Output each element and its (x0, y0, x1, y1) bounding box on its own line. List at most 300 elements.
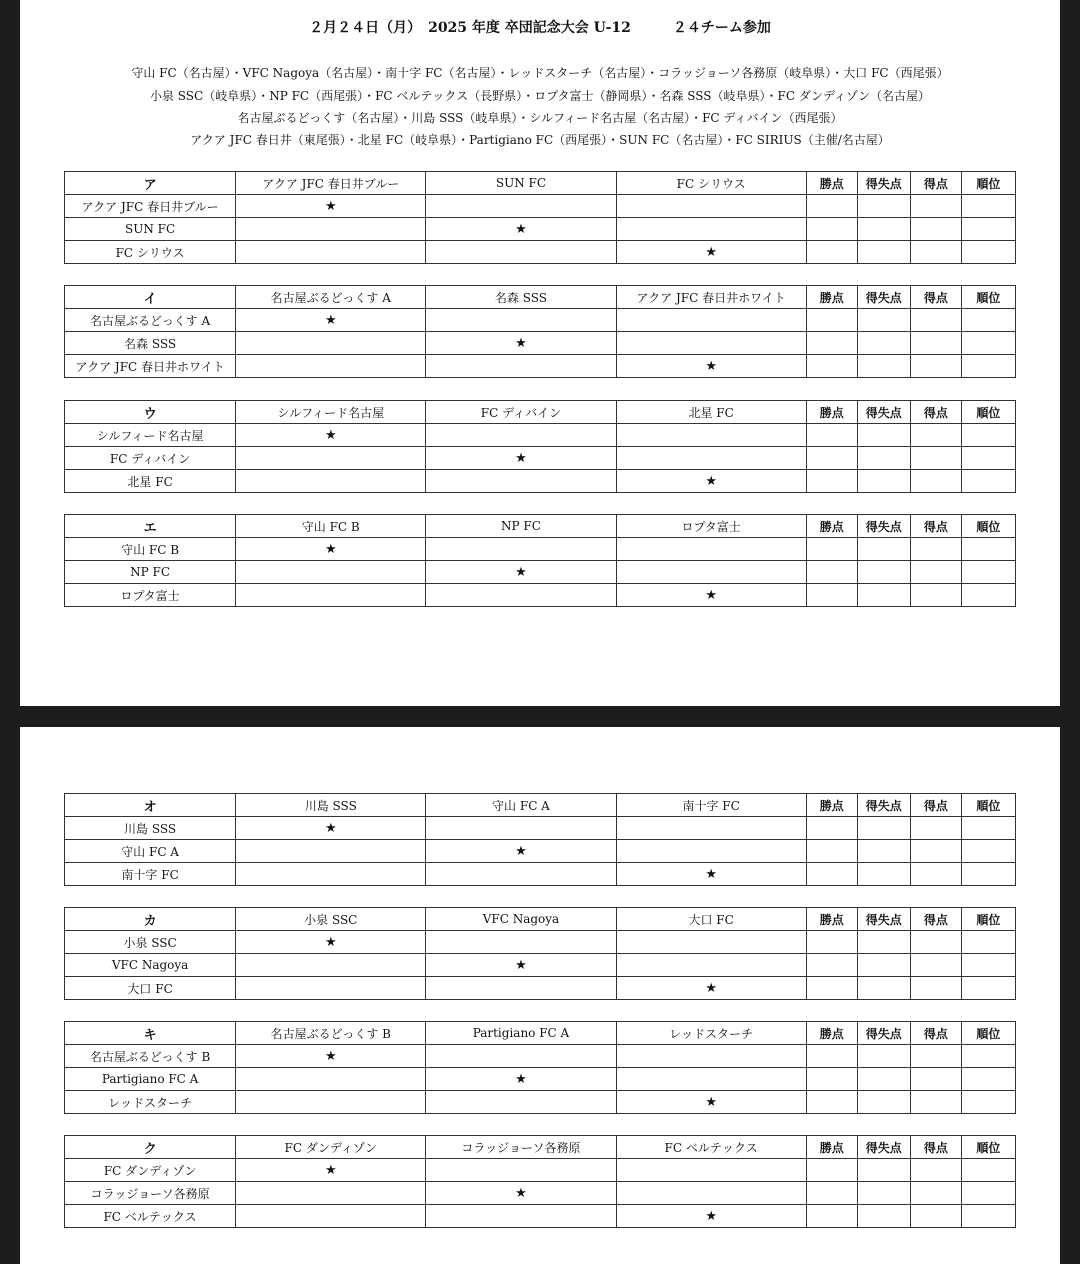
rank-header: 順位 (961, 515, 1015, 538)
match-result-cell (426, 241, 616, 264)
match-result-cell (616, 840, 806, 863)
self-match-cell (236, 1159, 426, 1182)
star-icon: ★ (705, 1208, 717, 1224)
goal-diff-header: 得失点 (857, 1136, 910, 1159)
match-result-cell (236, 561, 426, 584)
row-team-name: アクア JFC 春日井ホワイト (65, 355, 236, 378)
stat-cell (961, 840, 1015, 863)
stat-cell (961, 817, 1015, 840)
row-team-name: 小泉 SSC (65, 931, 236, 954)
self-match-cell (616, 470, 806, 493)
column-team-header: 小泉 SSC (236, 908, 426, 931)
table-row (65, 1182, 1016, 1205)
participants-line-2: 小泉 SSC（岐阜県）・NP FC（西尾張）・FC ベルテックス（長野県）・ロプタ富士（静岡県）・名森 SSS（岐阜県）・FC ダンディゾン（名古屋） (149, 89, 931, 103)
star-icon: ★ (324, 198, 337, 214)
stat-cell (857, 561, 910, 584)
match-result-cell (616, 195, 806, 218)
stat-cell (806, 840, 857, 863)
rank-header: 順位 (961, 794, 1015, 817)
stat-cell (961, 309, 1015, 332)
match-result-cell (426, 1205, 616, 1228)
stat-cell (910, 424, 961, 447)
star-icon: ★ (515, 221, 527, 237)
stat-cell (857, 817, 910, 840)
table-row (65, 931, 1016, 954)
column-team-header: FC ダンディゾン (236, 1136, 426, 1159)
points-header: 勝点 (806, 172, 857, 195)
self-match-cell (616, 355, 806, 378)
stat-cell (910, 1182, 961, 1205)
self-match-cell (616, 241, 806, 264)
stat-cell (961, 954, 1015, 977)
stat-cell (857, 424, 910, 447)
group-header-row (65, 401, 1016, 424)
column-team-header: 守山 FC B (236, 515, 426, 538)
match-result-cell (236, 355, 426, 378)
match-result-cell (236, 241, 426, 264)
column-team-header: 北星 FC (616, 401, 806, 424)
group-table (64, 907, 1016, 1000)
group-header-row (65, 286, 1016, 309)
self-match-cell (426, 1068, 616, 1091)
star-icon: ★ (324, 541, 337, 557)
match-result-cell (236, 332, 426, 355)
points-header: 勝点 (806, 286, 857, 309)
stat-cell (910, 931, 961, 954)
points-header: 勝点 (806, 908, 857, 931)
stat-cell (857, 863, 910, 886)
row-team-name: SUN FC (65, 218, 236, 241)
column-team-header: 名古屋ぶるどっくす A (236, 286, 426, 309)
stat-cell (961, 241, 1015, 264)
row-team-name: シルフィード名古屋 (65, 424, 236, 447)
self-match-cell (236, 309, 426, 332)
column-team-header: ロプタ富士 (616, 515, 806, 538)
stat-cell (806, 1159, 857, 1182)
column-team-header: コラッジョーソ各務原 (426, 1136, 616, 1159)
row-team-name: レッドスターチ (65, 1091, 236, 1114)
stat-cell (857, 1091, 910, 1114)
match-result-cell (616, 447, 806, 470)
self-match-cell (236, 538, 426, 561)
stat-cell (857, 977, 910, 1000)
column-team-header: FC シリウス (616, 172, 806, 195)
group-table (64, 1135, 1016, 1228)
points-header: 勝点 (806, 794, 857, 817)
table-row (65, 195, 1016, 218)
rank-header: 順位 (961, 1022, 1015, 1045)
row-team-name: 名古屋ぶるどっくす B (65, 1045, 236, 1068)
group-header-row (65, 172, 1016, 195)
stat-cell (857, 931, 910, 954)
star-icon: ★ (515, 957, 527, 973)
self-match-cell (426, 954, 616, 977)
stat-cell (910, 584, 961, 607)
match-result-cell (616, 1159, 806, 1182)
group-table (64, 1021, 1016, 1114)
self-match-cell (426, 840, 616, 863)
goals-header: 得点 (910, 172, 961, 195)
group-header-row (65, 515, 1016, 538)
match-result-cell (236, 1182, 426, 1205)
column-team-header: シルフィード名古屋 (236, 401, 426, 424)
group-table (64, 171, 1016, 264)
rank-header: 順位 (961, 908, 1015, 931)
column-team-header: 川島 SSS (236, 794, 426, 817)
column-team-header: 大口 FC (616, 908, 806, 931)
star-icon: ★ (515, 1071, 527, 1087)
stat-cell (806, 561, 857, 584)
stat-cell (910, 218, 961, 241)
stat-cell (910, 309, 961, 332)
table-row (65, 1068, 1016, 1091)
row-team-name: 川島 SSS (65, 817, 236, 840)
column-team-header: レッドスターチ (616, 1022, 806, 1045)
stat-cell (910, 1045, 961, 1068)
row-team-name: FC ダンディゾン (65, 1159, 236, 1182)
participants-line-4: アクア JFC 春日井（東尾張）・北星 FC（岐阜県）・Partigiano FC（西尾張）・SUN FC（名古屋）・FC SIRIUS（主催/名古屋） (190, 133, 890, 147)
match-result-cell (616, 954, 806, 977)
stat-cell (910, 863, 961, 886)
goals-header: 得点 (910, 515, 961, 538)
stat-cell (857, 355, 910, 378)
table-row (65, 218, 1016, 241)
stat-cell (806, 218, 857, 241)
stat-cell (857, 332, 910, 355)
table-row (65, 584, 1016, 607)
star-icon: ★ (705, 587, 717, 603)
group-label: エ (65, 515, 236, 538)
stat-cell (806, 977, 857, 1000)
match-result-cell (616, 817, 806, 840)
table-row (65, 241, 1016, 264)
match-result-cell (236, 1068, 426, 1091)
table-row (65, 977, 1016, 1000)
table-row (65, 470, 1016, 493)
match-result-cell (616, 561, 806, 584)
stat-cell (910, 538, 961, 561)
star-icon: ★ (705, 244, 717, 260)
stat-cell (857, 241, 910, 264)
stat-cell (806, 817, 857, 840)
self-match-cell (616, 977, 806, 1000)
rank-header: 順位 (961, 1136, 1015, 1159)
match-result-cell (426, 470, 616, 493)
stat-cell (857, 1159, 910, 1182)
stat-cell (910, 817, 961, 840)
table-row (65, 817, 1016, 840)
stat-cell (910, 1091, 961, 1114)
star-icon: ★ (515, 450, 527, 466)
stat-cell (806, 447, 857, 470)
stat-cell (806, 954, 857, 977)
stat-cell (806, 1091, 857, 1114)
stat-cell (961, 977, 1015, 1000)
stat-cell (961, 538, 1015, 561)
table-row (65, 424, 1016, 447)
match-result-cell (616, 424, 806, 447)
stat-cell (961, 584, 1015, 607)
goals-header: 得点 (910, 908, 961, 931)
match-result-cell (616, 1068, 806, 1091)
match-result-cell (236, 977, 426, 1000)
stat-cell (857, 584, 910, 607)
group-table (64, 793, 1016, 886)
goals-header: 得点 (910, 794, 961, 817)
row-team-name: NP FC (65, 561, 236, 584)
match-result-cell (616, 538, 806, 561)
stat-cell (910, 195, 961, 218)
star-icon: ★ (705, 1094, 717, 1110)
star-icon: ★ (324, 312, 337, 328)
group-label: ウ (65, 401, 236, 424)
goals-header: 得点 (910, 1022, 961, 1045)
stat-cell (806, 584, 857, 607)
stat-cell (806, 332, 857, 355)
goal-diff-header: 得失点 (857, 286, 910, 309)
star-icon: ★ (515, 1185, 527, 1201)
goal-diff-header: 得失点 (857, 908, 910, 931)
match-result-cell (426, 977, 616, 1000)
rank-header: 順位 (961, 286, 1015, 309)
participants-line-3: 名古屋ぶるどっくす（名古屋）・川島 SSS（岐阜県）・シルフィード名古屋（名古屋）・FC ディバイン（西尾張） (237, 111, 843, 125)
stat-cell (910, 470, 961, 493)
star-icon: ★ (705, 358, 717, 374)
row-team-name: 守山 FC B (65, 538, 236, 561)
table-row (65, 954, 1016, 977)
self-match-cell (236, 817, 426, 840)
stat-cell (857, 218, 910, 241)
row-team-name: FC ディバイン (65, 447, 236, 470)
stat-cell (806, 1205, 857, 1228)
self-match-cell (426, 218, 616, 241)
match-result-cell (426, 1159, 616, 1182)
match-result-cell (616, 1045, 806, 1068)
row-team-name: アクア JFC 春日井ブルー (65, 195, 236, 218)
stat-cell (857, 1205, 910, 1228)
stat-cell (910, 241, 961, 264)
goal-diff-header: 得失点 (857, 172, 910, 195)
stat-cell (961, 1205, 1015, 1228)
stat-cell (806, 470, 857, 493)
stat-cell (806, 931, 857, 954)
stat-cell (806, 1182, 857, 1205)
self-match-cell (236, 1045, 426, 1068)
stat-cell (857, 309, 910, 332)
match-result-cell (236, 1205, 426, 1228)
stat-cell (961, 424, 1015, 447)
column-team-header: FC ディバイン (426, 401, 616, 424)
column-team-header: Partigiano FC A (426, 1022, 616, 1045)
table-row (65, 355, 1016, 378)
column-team-header: VFC Nagoya (426, 908, 616, 931)
stat-cell (857, 470, 910, 493)
stat-cell (910, 954, 961, 977)
stat-cell (910, 977, 961, 1000)
column-team-header: NP FC (426, 515, 616, 538)
star-icon: ★ (324, 427, 337, 443)
self-match-cell (426, 561, 616, 584)
participants-line-1: 守山 FC（名古屋）・VFC Nagoya（名古屋）・南十字 FC（名古屋）・レッドスターチ（名古屋）・コラッジョーソ各務原（岐阜県）・大口 FC（西尾張） (131, 66, 949, 80)
self-match-cell (426, 447, 616, 470)
row-team-name: 名古屋ぶるどっくす A (65, 309, 236, 332)
stat-cell (806, 1045, 857, 1068)
star-icon: ★ (705, 866, 717, 882)
stat-cell (857, 1182, 910, 1205)
match-result-cell (616, 218, 806, 241)
stat-cell (910, 1205, 961, 1228)
stat-cell (961, 1045, 1015, 1068)
points-header: 勝点 (806, 401, 857, 424)
self-match-cell (426, 332, 616, 355)
stat-cell (961, 355, 1015, 378)
group-label: キ (65, 1022, 236, 1045)
table-row (65, 863, 1016, 886)
star-icon: ★ (705, 980, 717, 996)
stat-cell (910, 1068, 961, 1091)
match-result-cell (426, 863, 616, 886)
stat-cell (857, 538, 910, 561)
group-header-row (65, 1136, 1016, 1159)
table-row (65, 309, 1016, 332)
match-result-cell (616, 1182, 806, 1205)
stat-cell (961, 195, 1015, 218)
row-team-name: FC ベルテックス (65, 1205, 236, 1228)
star-icon: ★ (324, 820, 337, 836)
group-table (64, 400, 1016, 493)
star-icon: ★ (515, 564, 527, 580)
column-team-header: 守山 FC A (426, 794, 616, 817)
match-result-cell (616, 332, 806, 355)
table-row (65, 447, 1016, 470)
stat-cell (806, 863, 857, 886)
stat-cell (857, 195, 910, 218)
table-row (65, 1091, 1016, 1114)
goal-diff-header: 得失点 (857, 1022, 910, 1045)
stat-cell (806, 1068, 857, 1091)
rank-header: 順位 (961, 172, 1015, 195)
self-match-cell (616, 1205, 806, 1228)
row-team-name: VFC Nagoya (65, 954, 236, 977)
star-icon: ★ (705, 473, 717, 489)
table-row (65, 1045, 1016, 1068)
self-match-cell (236, 195, 426, 218)
points-header: 勝点 (806, 515, 857, 538)
match-result-cell (426, 355, 616, 378)
group-label: ク (65, 1136, 236, 1159)
stat-cell (910, 447, 961, 470)
row-team-name: ロプタ富士 (65, 584, 236, 607)
goals-header: 得点 (910, 286, 961, 309)
goal-diff-header: 得失点 (857, 794, 910, 817)
stat-cell (806, 241, 857, 264)
match-result-cell (426, 817, 616, 840)
stat-cell (857, 1045, 910, 1068)
stat-cell (806, 424, 857, 447)
stat-cell (961, 1159, 1015, 1182)
stat-cell (806, 309, 857, 332)
match-result-cell (236, 840, 426, 863)
stat-cell (961, 561, 1015, 584)
row-team-name: 南十字 FC (65, 863, 236, 886)
stat-cell (961, 470, 1015, 493)
stat-cell (961, 332, 1015, 355)
group-label: ア (65, 172, 236, 195)
stat-cell (910, 355, 961, 378)
table-row (65, 840, 1016, 863)
stat-cell (961, 1182, 1015, 1205)
star-icon: ★ (324, 1162, 337, 1178)
rank-header: 順位 (961, 401, 1015, 424)
table-row (65, 561, 1016, 584)
stat-cell (857, 954, 910, 977)
document-page-1 (20, 0, 1060, 706)
column-team-header: 名森 SSS (426, 286, 616, 309)
row-team-name: 北星 FC (65, 470, 236, 493)
stat-cell (806, 538, 857, 561)
stat-cell (857, 447, 910, 470)
match-result-cell (236, 1091, 426, 1114)
group-header-row (65, 1022, 1016, 1045)
table-row (65, 1205, 1016, 1228)
row-team-name: FC シリウス (65, 241, 236, 264)
stat-cell (961, 931, 1015, 954)
column-team-header: アクア JFC 春日井ブルー (236, 172, 426, 195)
stat-cell (910, 1159, 961, 1182)
stat-cell (806, 195, 857, 218)
star-icon: ★ (324, 934, 337, 950)
stat-cell (961, 218, 1015, 241)
stat-cell (961, 1068, 1015, 1091)
match-result-cell (236, 584, 426, 607)
group-table (64, 285, 1016, 378)
column-team-header: 南十字 FC (616, 794, 806, 817)
goals-header: 得点 (910, 1136, 961, 1159)
column-team-header: SUN FC (426, 172, 616, 195)
match-result-cell (616, 931, 806, 954)
goals-header: 得点 (910, 401, 961, 424)
row-team-name: 大口 FC (65, 977, 236, 1000)
goal-diff-header: 得失点 (857, 515, 910, 538)
points-header: 勝点 (806, 1022, 857, 1045)
stat-cell (961, 1091, 1015, 1114)
column-team-header: アクア JFC 春日井ホワイト (616, 286, 806, 309)
points-header: 勝点 (806, 1136, 857, 1159)
stat-cell (910, 332, 961, 355)
match-result-cell (426, 195, 616, 218)
star-icon: ★ (324, 1048, 337, 1064)
self-match-cell (616, 863, 806, 886)
match-result-cell (616, 309, 806, 332)
stat-cell (910, 840, 961, 863)
stat-cell (857, 1068, 910, 1091)
group-table (64, 514, 1016, 607)
match-result-cell (236, 470, 426, 493)
document-title: ２月２４日（月） 2025 年度 卒団記念大会 U-12 ２４チーム参加 (309, 20, 771, 36)
row-team-name: 名森 SSS (65, 332, 236, 355)
match-result-cell (426, 424, 616, 447)
star-icon: ★ (515, 843, 527, 859)
stat-cell (910, 561, 961, 584)
match-result-cell (236, 218, 426, 241)
document-page-2 (20, 727, 1060, 1264)
stat-cell (961, 447, 1015, 470)
stat-cell (857, 840, 910, 863)
row-team-name: コラッジョーソ各務原 (65, 1182, 236, 1205)
table-row (65, 1159, 1016, 1182)
self-match-cell (236, 931, 426, 954)
group-header-row (65, 794, 1016, 817)
